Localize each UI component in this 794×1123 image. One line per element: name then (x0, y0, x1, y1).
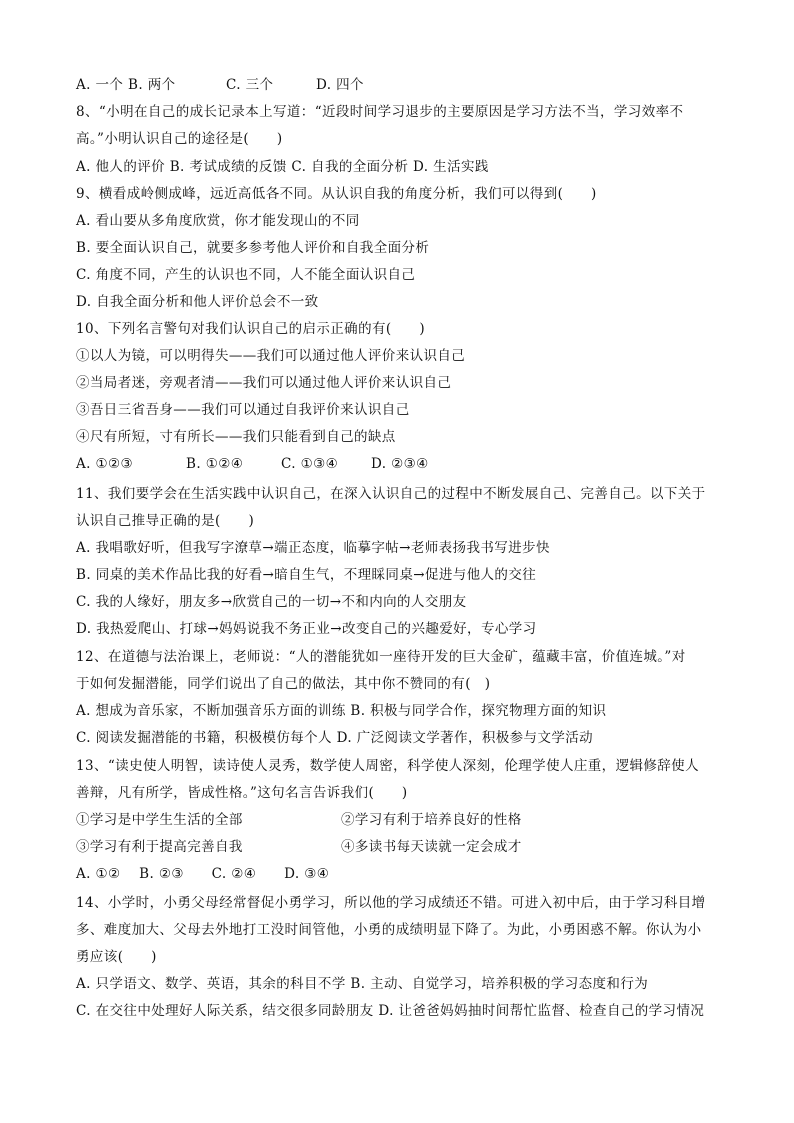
q12-stem-cont: 于如何发掘潜能，同学们说出了自己的做法，其中你不赞同的有( ) (76, 676, 491, 692)
q8-options: A. 他人的评价 B. 考试成绩的反馈 C. 自我的全面分析 D. 生活实践 (76, 159, 489, 175)
q10-statement-4: ④尺有所短，寸有所长——我们只能看到自己的缺点 (76, 429, 396, 445)
q9-stem: 9、横看成岭侧成峰，远近高低各不同。从认识自我的角度分析，我们可以得到( ) (76, 186, 597, 202)
q9-option-a: A. 看山要从多角度欣赏，你才能发现山的不同 (76, 213, 360, 229)
q10-option-d: D. ②③④ (371, 456, 429, 472)
q14-options-cd: C. 在交往中处理好人际关系，结交很多同龄朋友 D. 让爸爸妈妈抽时间帮忙监督、检查自己的学习情况 (76, 1003, 705, 1019)
q7-option-ab: A. 一个 B. 两个 (76, 77, 176, 93)
q13-stem-cont: 善辩，凡有所学，皆成性格。”这句名言告诉我们( ) (76, 785, 408, 801)
q9-option-b: B. 要全面认识自己，就要多参考他人评价和自我全面分析 (76, 240, 430, 256)
q13-statement-1: ①学习是中学生生活的全部 (76, 812, 243, 828)
q13-statements-34 (76, 837, 726, 857)
q10-option-b: B. ①②④ (186, 456, 244, 472)
q14-stem: 14、小学时，小勇父母经常督促小勇学习，所以他的学习成绩还不错。可进入初中后，由于学习科目增 (76, 895, 706, 911)
q12-options-cd: C. 阅读发掘潜能的书籍，积极模仿每个人 D. 广泛阅读文学著作，积极参与文学活动 (76, 730, 594, 746)
q14-stem-cont-2: 勇应该( ) (76, 949, 157, 965)
q9-option-d: D. 自我全面分析和他人评价总会不一致 (76, 294, 319, 310)
q7-option-c: C. 三个 (226, 77, 274, 93)
q11-option-d: D. 我热爱爬山、打球→妈妈说我不务正业→改变自己的兴趣爱好，专心学习 (76, 621, 537, 637)
q13-statement-3: ③学习有利于提高完善自我 (76, 839, 243, 855)
q10-stem: 10、下列名言警句对我们认识自己的启示正确的有( ) (76, 321, 426, 337)
q8-stem-cont: 高。”小明认识自己的途径是( ) (76, 131, 283, 147)
q10-statement-2: ②当局者迷，旁观者清——我们可以通过他人评价来认识自己 (76, 375, 452, 391)
q11-stem-cont: 认识自己推导正确的是( ) (76, 513, 255, 529)
q8-stem: 8、“小明在自己的成长记录本上写道：“近段时间学习退步的主要原因是学习方法不当，学习效率不 (76, 104, 684, 120)
q12-options-ab: A. 想成为音乐家，不断加强音乐方面的训练 B. 积极与同学合作，探究物理方面的知识 (76, 703, 607, 719)
q13-stem: 13、“读史使人明智，读诗使人灵秀，数学使人周密，科学使人深刻，伦理学使人庄重，逻辑修辞使人 (76, 758, 699, 774)
q11-option-a: A. 我唱歌好听，但我写字潦草→端正态度，临摹字帖→老师表扬我书写进步快 (76, 540, 550, 556)
q7-option-d: D. 四个 (316, 77, 364, 93)
q14-options-ab: A. 只学语文、数学、英语，其余的科目不学 B. 主动、自觉学习，培养积极的学习态度和行为 (76, 976, 649, 992)
q11-option-b: B. 同桌的美术作品比我的好看→暗自生气，不理睬同桌→促进与他人的交往 (76, 567, 537, 583)
q10-option-c: C. ①③④ (281, 456, 339, 472)
q12-stem: 12、在道德与法治课上，老师说：“人的潜能犹如一座待开发的巨大金矿，蕴藏丰富，价值连城。”对 (76, 649, 686, 665)
q10-option-a: A. ①②③ (76, 456, 134, 472)
q11-stem: 11、我们要学会在生活实践中认识自己，在深入认识自己的过程中不断发展自己、完善自己。以下关于 (76, 486, 706, 502)
q11-option-c: C. 我的人缘好，朋友多→欣赏自己的一切→不和内向的人交朋友 (76, 594, 467, 610)
q9-option-c: C. 角度不同，产生的认识也不同，人不能全面认识自己 (76, 267, 416, 283)
q13-options: A. ①② B. ②③ C. ②④ D. ③④ (76, 866, 330, 882)
q7-options (76, 75, 726, 95)
q13-statement-2: ②学习有利于培养良好的性格 (341, 812, 522, 828)
q13-statement-4: ④多读书每天读就一定会成才 (341, 839, 522, 855)
q13-statements-12 (76, 810, 726, 830)
q14-stem-cont-1: 多、难度加大、父母去外地打工没时间管他，小勇的成绩明显下降了。为此，小勇困惑不解。你认为小 (76, 922, 702, 938)
q10-options (76, 454, 726, 474)
q10-statement-3: ③吾日三省吾身——我们可以通过自我评价来认识自己 (76, 402, 410, 418)
q10-statement-1: ①以人为镜，可以明得失——我们可以通过他人评价来认识自己 (76, 348, 466, 364)
